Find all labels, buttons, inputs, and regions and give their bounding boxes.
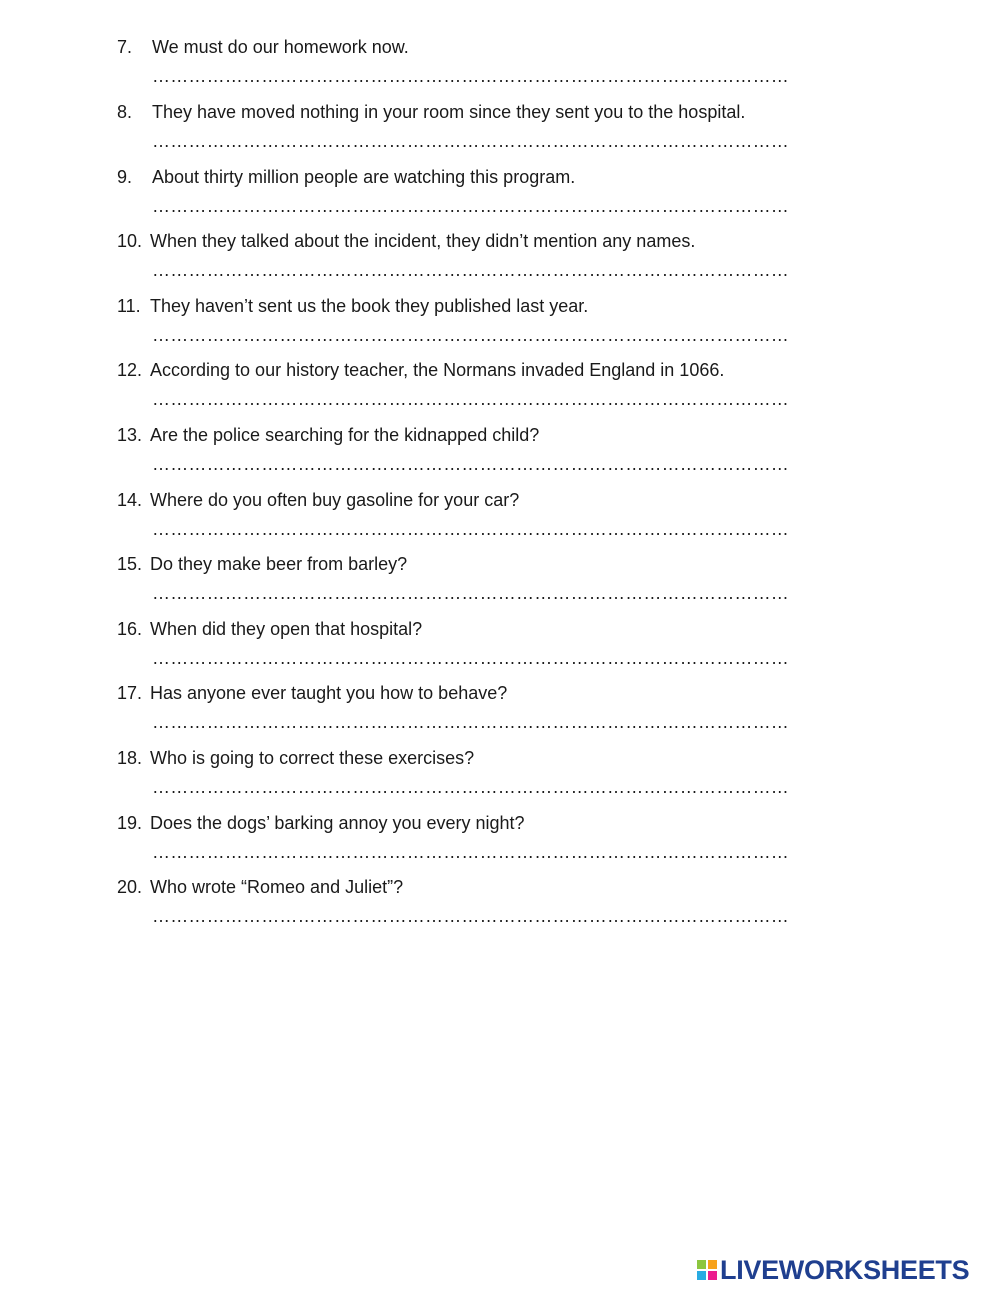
answer-field[interactable]: …………………………………………………………………………………………… bbox=[152, 325, 789, 345]
question-text: They haven’t sent us the book they published last year. bbox=[150, 296, 589, 316]
answer-field[interactable]: …………………………………………………………………………………………… bbox=[152, 906, 789, 926]
question-text: Who wrote “Romeo and Juliet”? bbox=[150, 877, 404, 897]
question-text: Where do you often buy gasoline for your car? bbox=[150, 490, 520, 510]
question-line bbox=[117, 552, 407, 576]
question-number: 20. bbox=[117, 877, 143, 897]
question-line bbox=[117, 488, 519, 512]
question-text: When did they open that hospital? bbox=[150, 619, 423, 639]
question-line bbox=[117, 875, 403, 899]
logo-block bbox=[697, 1260, 706, 1269]
answer-field[interactable]: …………………………………………………………………………………………… bbox=[152, 196, 789, 216]
logo-block bbox=[708, 1260, 717, 1269]
answer-field[interactable]: …………………………………………………………………………………………… bbox=[152, 389, 789, 409]
question-line bbox=[117, 746, 474, 770]
question-number: 9. bbox=[117, 167, 133, 187]
logo-block bbox=[697, 1271, 706, 1280]
answer-field[interactable]: …………………………………………………………………………………………… bbox=[152, 648, 789, 668]
question-line bbox=[117, 811, 525, 835]
liveworksheets-logo-icon bbox=[697, 1260, 717, 1280]
question-number: 19. bbox=[117, 813, 143, 833]
question-number: 18. bbox=[117, 748, 143, 768]
question-item bbox=[117, 488, 862, 552]
question-item bbox=[117, 35, 862, 99]
question-number: 10. bbox=[117, 231, 143, 251]
answer-field[interactable]: …………………………………………………………………………………………… bbox=[152, 66, 789, 86]
question-item bbox=[117, 423, 862, 487]
question-line bbox=[117, 681, 507, 705]
question-number: 16. bbox=[117, 619, 143, 639]
logo-block bbox=[708, 1271, 717, 1280]
question-line bbox=[117, 617, 422, 641]
question-line bbox=[117, 358, 724, 382]
question-number: 15. bbox=[117, 554, 143, 574]
answer-field[interactable]: …………………………………………………………………………………………… bbox=[152, 842, 789, 862]
question-text: Do they make beer from barley? bbox=[150, 554, 408, 574]
liveworksheets-logo bbox=[697, 1255, 969, 1285]
question-text: According to our history teacher, the Normans invaded England in 1066. bbox=[150, 360, 725, 380]
answer-field[interactable]: …………………………………………………………………………………………… bbox=[152, 131, 789, 151]
answer-field[interactable]: …………………………………………………………………………………………… bbox=[152, 583, 789, 603]
question-number: 12. bbox=[117, 360, 143, 380]
question-text: About thirty million people are watching this program. bbox=[152, 167, 576, 187]
question-item bbox=[117, 358, 862, 422]
question-text: Are the police searching for the kidnapped child? bbox=[150, 425, 540, 445]
question-text: When they talked about the incident, they didn’t mention any names. bbox=[150, 231, 696, 251]
question-line bbox=[117, 423, 539, 447]
question-text: We must do our homework now. bbox=[152, 37, 409, 57]
question-line bbox=[117, 100, 745, 124]
question-item bbox=[117, 875, 862, 939]
question-line bbox=[117, 35, 409, 59]
answer-field[interactable]: …………………………………………………………………………………………… bbox=[152, 712, 789, 732]
question-item bbox=[117, 100, 862, 164]
question-line bbox=[117, 294, 588, 318]
question-item bbox=[117, 229, 862, 293]
question-text: Does the dogs’ barking annoy you every night? bbox=[150, 813, 525, 833]
answer-field[interactable]: …………………………………………………………………………………………… bbox=[152, 519, 789, 539]
question-number: 13. bbox=[117, 425, 143, 445]
question-line bbox=[117, 165, 575, 189]
question-number: 8. bbox=[117, 102, 133, 122]
question-text: Has anyone ever taught you how to behave? bbox=[150, 683, 508, 703]
question-number: 7. bbox=[117, 37, 133, 57]
question-number: 14. bbox=[117, 490, 143, 510]
question-item bbox=[117, 294, 862, 358]
answer-field[interactable]: …………………………………………………………………………………………… bbox=[152, 777, 789, 797]
question-text: They have moved nothing in your room since they sent you to the hospital. bbox=[152, 102, 746, 122]
question-item bbox=[117, 165, 862, 229]
question-item bbox=[117, 746, 862, 810]
question-line bbox=[117, 229, 695, 253]
question-item bbox=[117, 811, 862, 875]
question-item bbox=[117, 552, 862, 616]
answer-field[interactable]: …………………………………………………………………………………………… bbox=[152, 454, 789, 474]
question-text: Who is going to correct these exercises? bbox=[150, 748, 475, 768]
brand-name: LIVEWORKSHEETS bbox=[720, 1255, 970, 1285]
question-number: 17. bbox=[117, 683, 143, 703]
question-item bbox=[117, 617, 862, 681]
question-number: 11. bbox=[117, 296, 141, 316]
answer-field[interactable]: …………………………………………………………………………………………… bbox=[152, 260, 789, 280]
question-item bbox=[117, 681, 862, 745]
